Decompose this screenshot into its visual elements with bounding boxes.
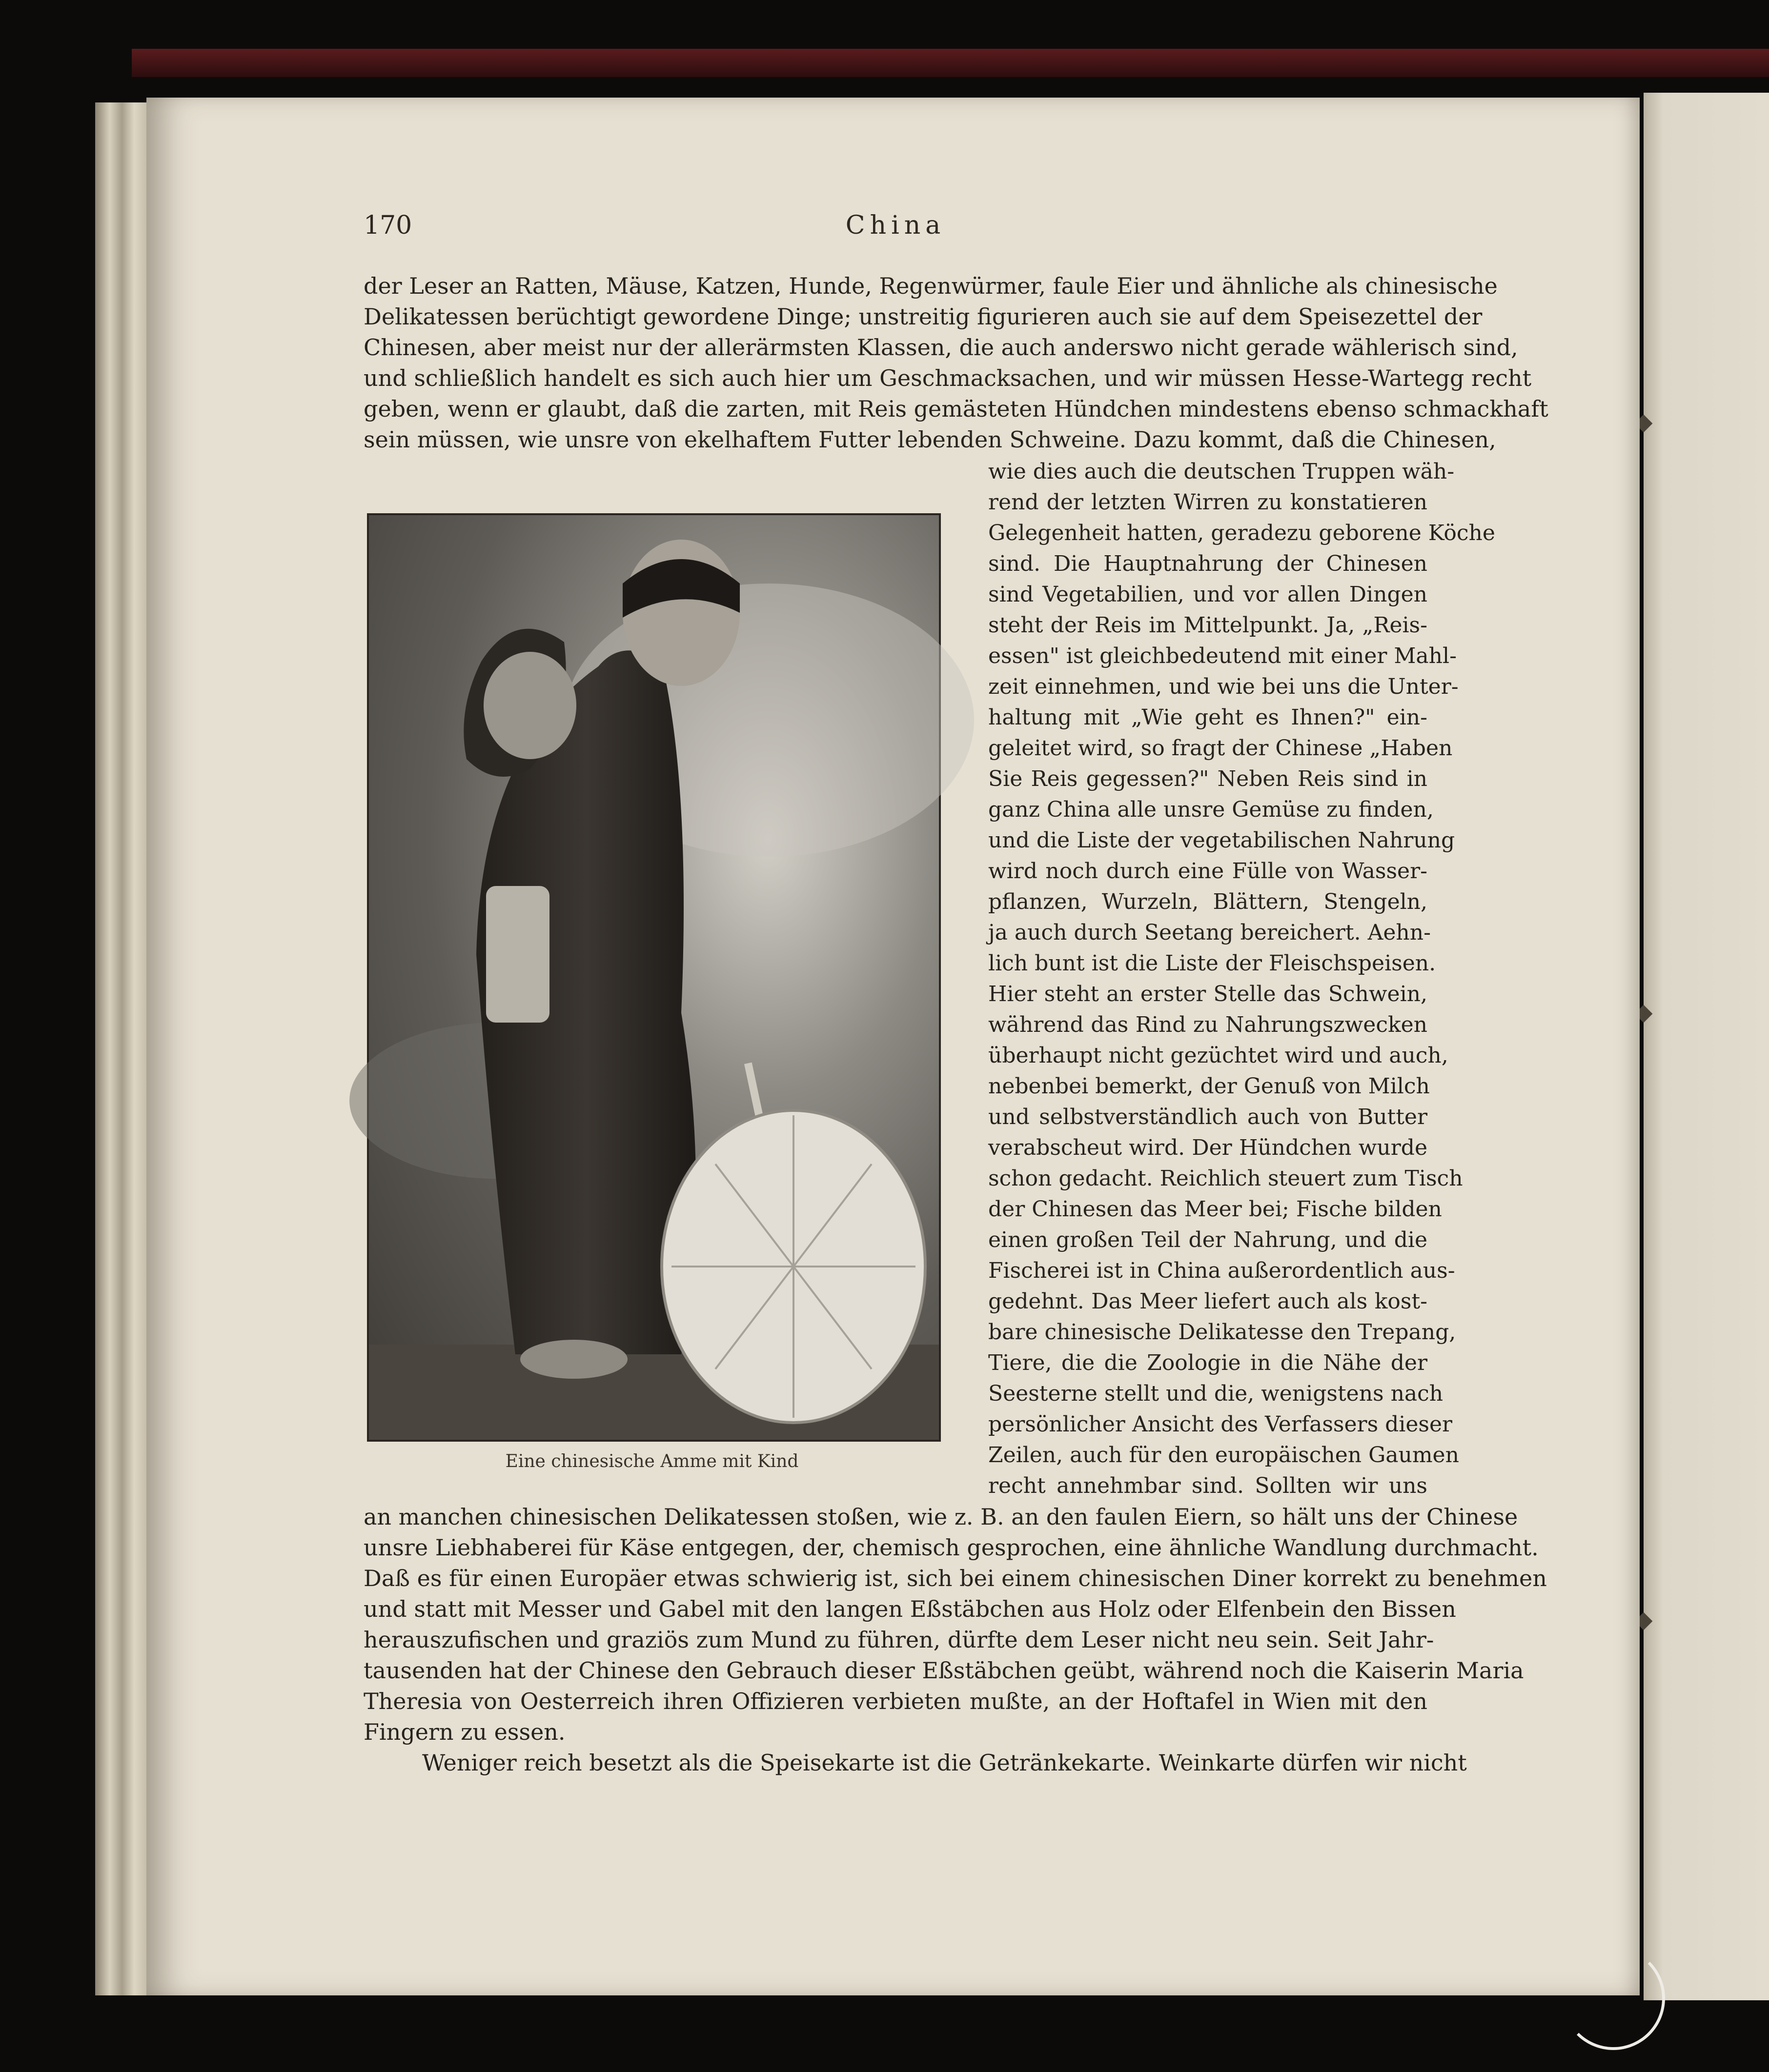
text-line: und die Liste der vegetabilischen Nahrung bbox=[988, 828, 1455, 853]
text-line: Fingern zu essen. bbox=[364, 1719, 566, 1745]
text-line: während das Rind zu Nahrungszwecken bbox=[988, 1012, 1427, 1037]
text-line: Gelegenheit hatten, geradezu geborene Köche bbox=[988, 521, 1495, 545]
photo-nurse-with-child bbox=[367, 513, 941, 1442]
page-number: 170 bbox=[364, 211, 412, 240]
text-line: einen großen Teil der Nahrung, und die bbox=[988, 1227, 1427, 1252]
text-line: recht annehmbar sind. Sollten wir uns bbox=[988, 1473, 1427, 1498]
text-line: Tiere, die die Zoologie in die Nähe der bbox=[988, 1350, 1427, 1375]
text-line: Zeilen, auch für den europäischen Gaumen bbox=[988, 1443, 1459, 1468]
text-line: an manchen chinesischen Delikatessen stoßen, wie z. B. an den faulen Eiern, so hält uns der Chinese bbox=[364, 1504, 1518, 1530]
paragraph-drinks-first-line: Weniger reich besetzt als die Speisekarte ist die Getränkekarte. Weinkarte dürfen wir nicht bbox=[422, 1750, 1467, 1776]
text-line: tausenden hat der Chinese den Gebrauch dieser Eßstäbchen geübt, während noch die Kaiserin Maria bbox=[364, 1657, 1524, 1684]
text-line: zeit einnehmen, und wie bei uns die Unter- bbox=[988, 674, 1459, 699]
text-line: unsre Liebhaberei für Käse entgegen, der, chemisch gesprochen, eine ähnliche Wandlung durchmacht. bbox=[364, 1534, 1539, 1561]
text-line: bare chinesische Delikatesse den Trepang, bbox=[988, 1320, 1456, 1345]
text-line: sein müssen, wie unsre von ekelhaftem Futter lebenden Schweine. Dazu kommt, daß die Chinesen, bbox=[364, 426, 1496, 453]
text-line: und selbstverständlich auch von Butter bbox=[988, 1105, 1427, 1129]
text-line: Theresia von Oesterreich ihren Offizieren verbieten mußte, an der Hoftafel in Wien mit den bbox=[364, 1688, 1427, 1714]
text-line: ja auch durch Seetang bereichert. Aehn- bbox=[988, 920, 1431, 945]
text-line: sind Vegetabilien, und vor allen Dingen bbox=[988, 582, 1427, 607]
figure-caption: Eine chinesische Amme mit Kind bbox=[505, 1451, 799, 1471]
text-line: wird noch durch eine Fülle von Wasser- bbox=[988, 859, 1427, 884]
page-header bbox=[364, 211, 1427, 240]
text-line: Sie Reis gegessen?" Neben Reis sind in bbox=[988, 766, 1427, 791]
text-line: steht der Reis im Mittelpunkt. Ja, „Reis- bbox=[988, 613, 1427, 638]
text-line: wie dies auch die deutschen Truppen wäh- bbox=[988, 459, 1455, 484]
text-line: und schließlich handelt es sich auch hier um Geschmacksachen, und wir müssen Hesse-Wartegg recht bbox=[364, 365, 1532, 391]
text-line: Daß es für einen Europäer etwas schwierig ist, sich bei einem chinesischen Diner korrekt zu benehmen bbox=[364, 1565, 1547, 1591]
text-line: und statt mit Messer und Gabel mit den langen Eßstäbchen aus Holz oder Elfenbein den Bissen bbox=[364, 1596, 1456, 1622]
text-line: ganz China alle unsre Gemüse zu finden, bbox=[988, 797, 1434, 822]
text-line: Seesterne stellt und die, wenigstens nach bbox=[988, 1381, 1444, 1406]
text-line: verabscheut wird. Der Hündchen wurde bbox=[988, 1135, 1427, 1160]
text-line: gedehnt. Das Meer liefert auch als kost- bbox=[988, 1289, 1427, 1314]
book-cover-edge bbox=[132, 49, 1769, 77]
text-line: herauszufischen und graziös zum Mund zu führen, dürfte dem Leser nicht neu sein. Seit Jahr- bbox=[364, 1627, 1434, 1653]
running-title: China bbox=[845, 211, 946, 240]
text-line: Delikatessen berüchtigt gewordene Dinge; unstreitig figurieren auch sie auf dem Speisezettel der bbox=[364, 303, 1483, 330]
text-line: Chinesen, aber meist nur der allerärmsten Klassen, die auch anderswo nicht gerade wählerisch sind, bbox=[364, 334, 1518, 361]
text-line: lich bunt ist die Liste der Fleischspeisen. bbox=[988, 951, 1436, 976]
text-line: haltung mit „Wie geht es Ihnen?" ein- bbox=[988, 705, 1427, 730]
text-line: der Chinesen das Meer bei; Fische bilden bbox=[988, 1197, 1442, 1222]
text-line: geleitet wird, so fragt der Chinese „Haben bbox=[988, 736, 1453, 761]
page-stack-edge bbox=[95, 102, 154, 1995]
facing-page bbox=[1644, 93, 1769, 2000]
text-line: der Leser an Ratten, Mäuse, Katzen, Hunde, Regenwürmer, faule Eier und ähnliche als chinesische bbox=[364, 273, 1498, 299]
text-line: Fischerei ist in China außerordentlich aus- bbox=[988, 1258, 1455, 1283]
text-line: essen" ist gleichbedeutend mit einer Mahl- bbox=[988, 644, 1457, 668]
text-line: schon gedacht. Reichlich steuert zum Tisch bbox=[988, 1166, 1463, 1191]
text-line: geben, wenn er glaubt, daß die zarten, mit Reis gemästeten Hündchen mindestens ebenso schmackhaft bbox=[364, 396, 1548, 422]
text-line: nebenbei bemerkt, der Genuß von Milch bbox=[988, 1074, 1430, 1099]
text-line: rend der letzten Wirren zu konstatieren bbox=[988, 490, 1427, 515]
text-line: Hier steht an erster Stelle das Schwein, bbox=[988, 982, 1427, 1006]
text-line: persönlicher Ansicht des Verfassers dieser bbox=[988, 1412, 1453, 1437]
text-line: sind. Die Hauptnahrung der Chinesen bbox=[988, 551, 1427, 576]
text-line: überhaupt nicht gezüchtet wird und auch, bbox=[988, 1043, 1448, 1068]
text-line: pflanzen, Wurzeln, Blättern, Stengeln, bbox=[988, 889, 1427, 914]
